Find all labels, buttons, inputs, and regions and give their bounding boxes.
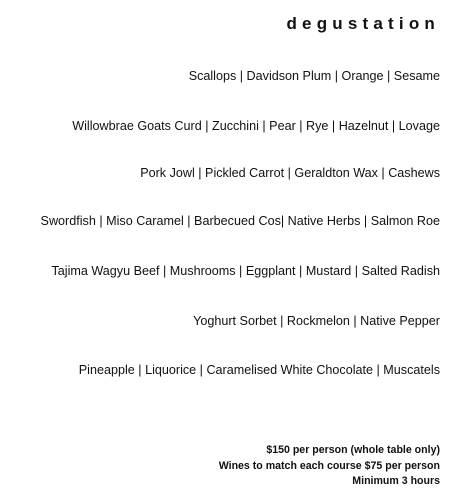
course-3: Pork Jowl | Pickled Carrot | Geraldton Wax | Cashews <box>140 166 440 180</box>
course-6: Yoghurt Sorbet | Rockmelon | Native Pepper <box>193 314 440 328</box>
price-line: $150 per person (whole table only) <box>266 444 440 456</box>
menu-title: degustation <box>286 14 440 33</box>
pricing-block <box>219 443 440 490</box>
course-4: Swordfish | Miso Caramel | Barbecued Cos| Native Herbs | Salmon Roe <box>40 214 440 228</box>
course-1: Scallops | Davidson Plum | Orange | Sesame <box>188 69 440 83</box>
duration-line: Minimum 3 hours <box>352 475 440 487</box>
course-2: Willowbrae Goats Curd | Zucchini | Pear | Rye | Hazelnut | Lovage <box>72 119 440 133</box>
course-5: Tajima Wagyu Beef | Mushrooms | Eggplant | Mustard | Salted Radish <box>51 264 440 278</box>
course-7: Pineapple | Liquorice | Caramelised White Chocolate | Muscatels <box>78 363 440 377</box>
wine-pairing-line: Wines to match each course $75 per person <box>218 459 440 472</box>
